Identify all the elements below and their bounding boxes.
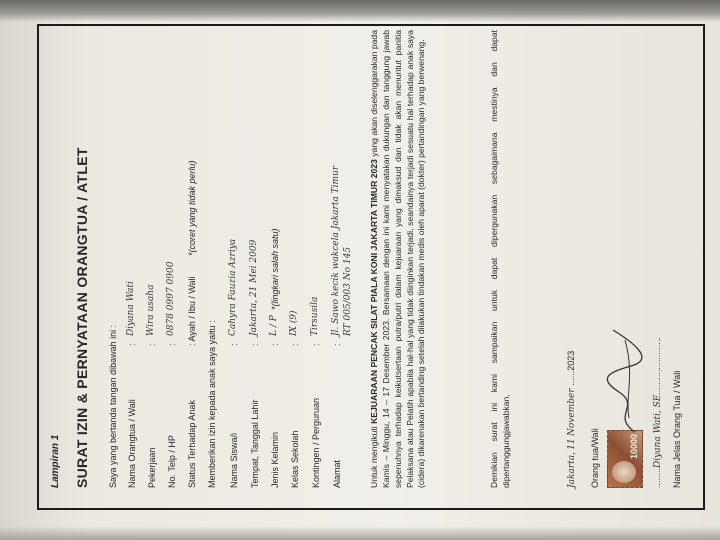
bottom-shadow — [0, 526, 720, 540]
statement-paragraph — [369, 30, 428, 488]
field-address: Alamat : Jl. Sawo kecik wakcela Jakarta Timur RT 005/003 No 145 — [331, 165, 353, 488]
paragraph-text: Untuk mengikuti — [369, 423, 379, 488]
gender-note: *(lingkari salah satu) — [270, 228, 280, 310]
field-value: Wira usaha — [146, 284, 156, 336]
field-birth: Tempat, Tanggal Lahir : Jakarta, 21 Mei 2009 — [249, 239, 260, 488]
signer-name: Diyana Wati, SE — [653, 394, 663, 468]
status-options: : Ayah / Ibu / Wali — [187, 276, 197, 346]
paragraph-text: yang akan diselenggarakan pada Kamis – Minggu, 14 – 17 Desember 2023. Bersamaan dengan ini kami menyatakan dukungan dan tanggung jawab sepenuhnya terhadap keikutsertaan putra/putri dalam kejuaraan yang dimaksud dan tidak akan menuntut panitia Pelaksana atau Pelatih apabila hal-hal yang tidak diinginkan terjadi, seandainya terjadi sesuatu hal terhadap anak saya (cidera) dikarenakan bertanding setelah dilakukan tindakan medis oleh aparat (dokter) pertandingan yang berwenang. — [369, 30, 427, 488]
field-value: Jl. Sawo kecik wakcela Jakarta Timur — [331, 165, 341, 336]
permission-letter — [45, 30, 695, 500]
signature-block — [565, 30, 690, 488]
appendix-label: Lampiran 1 — [50, 434, 61, 488]
field-value-line2: RT 005/003 No 145 — [343, 246, 353, 336]
signer-caption: Nama Jelas Orang Tua / Wali — [672, 370, 682, 488]
field-athlete-name: Nama Siswa/i : Cahyra Fauzia Azriya — [228, 238, 239, 488]
field-status — [186, 28, 200, 488]
field-label: Nama Siswa/i — [229, 432, 239, 488]
permission-text: Memberikan izin kepada anak saya yaitu : — [207, 320, 217, 488]
field-value: IX (9) — [289, 310, 299, 336]
event-name: KEJUARAAN PENCAK SILAT PIALA KONI JAKARTA TIMUR 2023 — [369, 159, 379, 424]
field-value: 0878 0997 0900 — [166, 261, 176, 336]
status-note: *(coret yang tidak perlu) — [187, 160, 197, 256]
place-date: Jakarta, 11 November ......2023 — [566, 350, 577, 488]
field-label: Alamat — [332, 459, 342, 488]
field-value: L / P — [269, 315, 279, 336]
date-month: November — [567, 388, 577, 436]
field-label: Kelas Sekolah — [290, 430, 300, 488]
field-label: Pekerjaan — [147, 447, 157, 488]
date-day: 11 — [567, 438, 577, 450]
field-label: No. Telp / HP — [167, 435, 177, 488]
field-value: Tirsusila — [310, 296, 320, 336]
signer-name-line: ........Diyana Wati, SE....................... — [652, 337, 663, 488]
field-value: Cahyra Fauzia Azriya — [228, 238, 238, 336]
top-shadow — [0, 0, 720, 22]
field-label: Nama Orangtua / Wali — [127, 399, 137, 488]
field-label: Kontingen / Perguruan — [311, 397, 321, 488]
handwritten-signature-icon — [605, 326, 645, 436]
field-label: Tempat, Tanggal Lahir — [250, 399, 260, 488]
field-label: Jenis Kelamin — [270, 431, 280, 488]
place-text: Jakarta — [567, 454, 577, 488]
field-label: Status Terhadap Anak — [187, 400, 197, 488]
intro-text: Saya yang bertanda tangan dibawah ini : — [108, 324, 118, 488]
garuda-seal-icon — [612, 461, 636, 483]
field-gender: Jenis Kelamin : L / P *(lingkari salah satu) — [269, 228, 280, 488]
field-parent-name: Nama Orangtua / Wali : Diyana Wati — [126, 281, 137, 488]
field-team: Kontingen / Perguruan : Tirsusila — [310, 296, 321, 488]
stamp-value: 10000 — [629, 433, 639, 459]
field-job: Pekerjaan : Wira usaha — [146, 284, 157, 488]
date-year: 2023 — [566, 350, 576, 371]
field-class: Kelas Sekolah : IX (9) — [289, 310, 300, 488]
closing-paragraph: Demikian surat ini kami sampaikan untuk dapat dipergunakan sebagaimana mestinya dan dapat dipertanggungjawabkan. — [489, 30, 511, 488]
field-phone: No. Telp / HP : 0878 0997 0900 — [166, 261, 177, 488]
signer-role: Orang tua/Wali — [590, 428, 600, 488]
letter-title: SURAT IZIN & PERNYATAAN ORANGTUA / ATLET — [74, 147, 90, 488]
field-value: Diyana Wati — [126, 281, 136, 336]
field-value: Jakarta, 21 Mei 2009 — [249, 239, 259, 336]
materai-stamp — [607, 430, 643, 488]
